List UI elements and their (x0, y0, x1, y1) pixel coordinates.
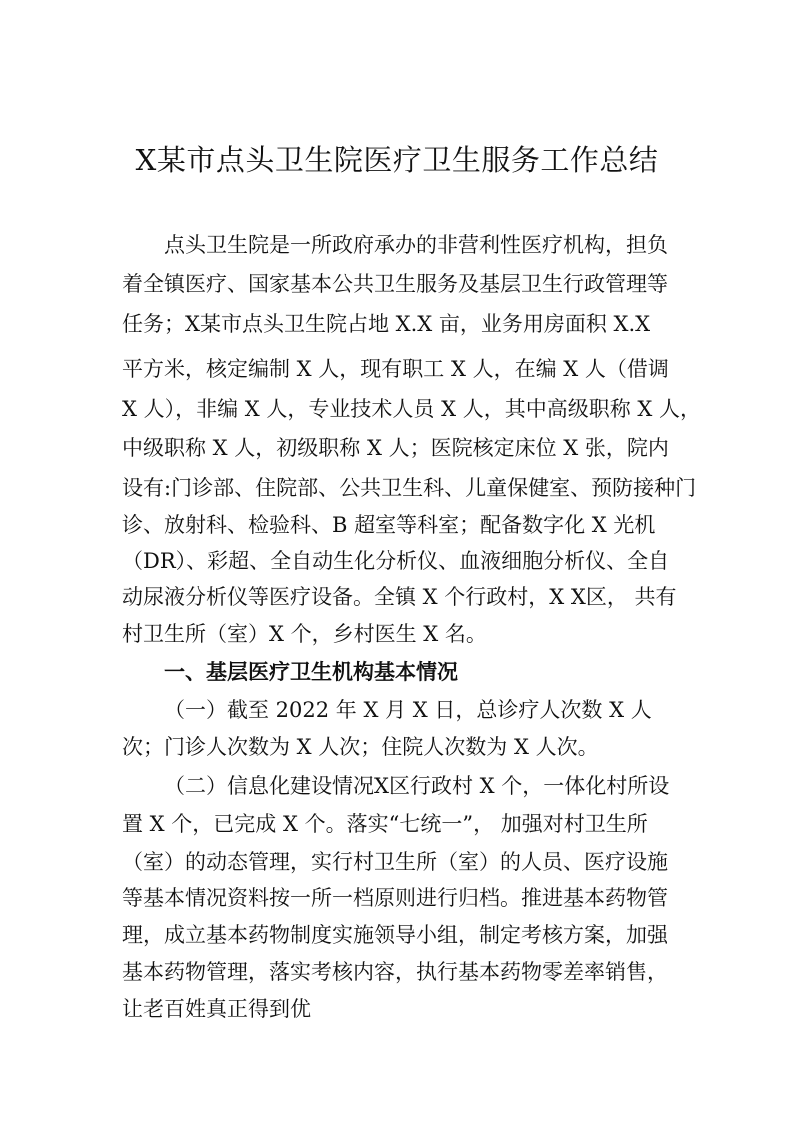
intro-line-7: 设有:门诊部、住院部、公共卫生科、儿童保健室、预防接种门 (122, 476, 697, 500)
item1-line-1: （一）截至 2022 年 X 月 X 日，总诊疗人次数 X 人 (164, 698, 652, 722)
intro-line-6: 中级职称 X 人，初级职称 X 人；医院核定床位 X 张，院内 (122, 436, 669, 460)
document-title: X某市点头卫生院医疗卫生服务工作总结 (135, 143, 659, 177)
intro-line-10: 动尿液分析仪等医疗设备。全镇 X 个行政村，X X区， 共有 (122, 585, 677, 609)
item2-line-4: 等基本情况资料按一所一档原则进行归档。推进基本药物管 (122, 886, 668, 910)
intro-line-5: X 人），非编 X 人，专业技术人员 X 人，其中高级职称 X 人， (122, 397, 702, 421)
intro-line-3: 任务；X某市点头卫生院占地 X.X 亩，业务用房面积 X.X (122, 312, 651, 336)
intro-line-9: （DR）、彩超、全自动生化分析仪、血液细胞分析仪、全自 (122, 549, 670, 573)
item1-line-2: 次；门诊人次数为 X 人次；住院人次数为 X 人次。 (122, 735, 599, 759)
intro-line-1: 点头卫生院是一所政府承办的非营利性医疗机构，担负 (164, 233, 668, 257)
item2-line-3: （室）的动态管理，实行村卫生所（室）的人员、医疗设施 (122, 850, 668, 874)
item2-line-6: 基本药物管理，落实考核内容，执行基本药物零差率销售， (122, 960, 668, 984)
item2-line-1: （二）信息化建设情况X区行政村 X 个，一体化村所设 (164, 774, 670, 798)
item2-line-7: 让老百姓真正得到优 (122, 997, 311, 1021)
item2-line-5: 理，成立基本药物制度实施领导小组，制定考核方案，加强 (122, 923, 668, 947)
section-heading-1: 一、基层医疗卫生机构基本情况 (164, 659, 458, 684)
intro-line-2: 着全镇医疗、国家基本公共卫生服务及基层卫生行政管理等 (122, 272, 668, 296)
intro-line-11: 村卫生所（室）X 个，乡村医生 X 名。 (122, 622, 487, 646)
intro-line-8: 诊、放射科、检验科、B 超室等科室；配备数字化 X 光机 (122, 513, 656, 537)
intro-line-4: 平方米，核定编制 X 人，现有职工 X 人，在编 X 人（借调 (122, 357, 669, 381)
item2-line-2: 置 X 个，已完成 X 个。落实“七统一”， 加强对村卫生所 (122, 812, 648, 836)
